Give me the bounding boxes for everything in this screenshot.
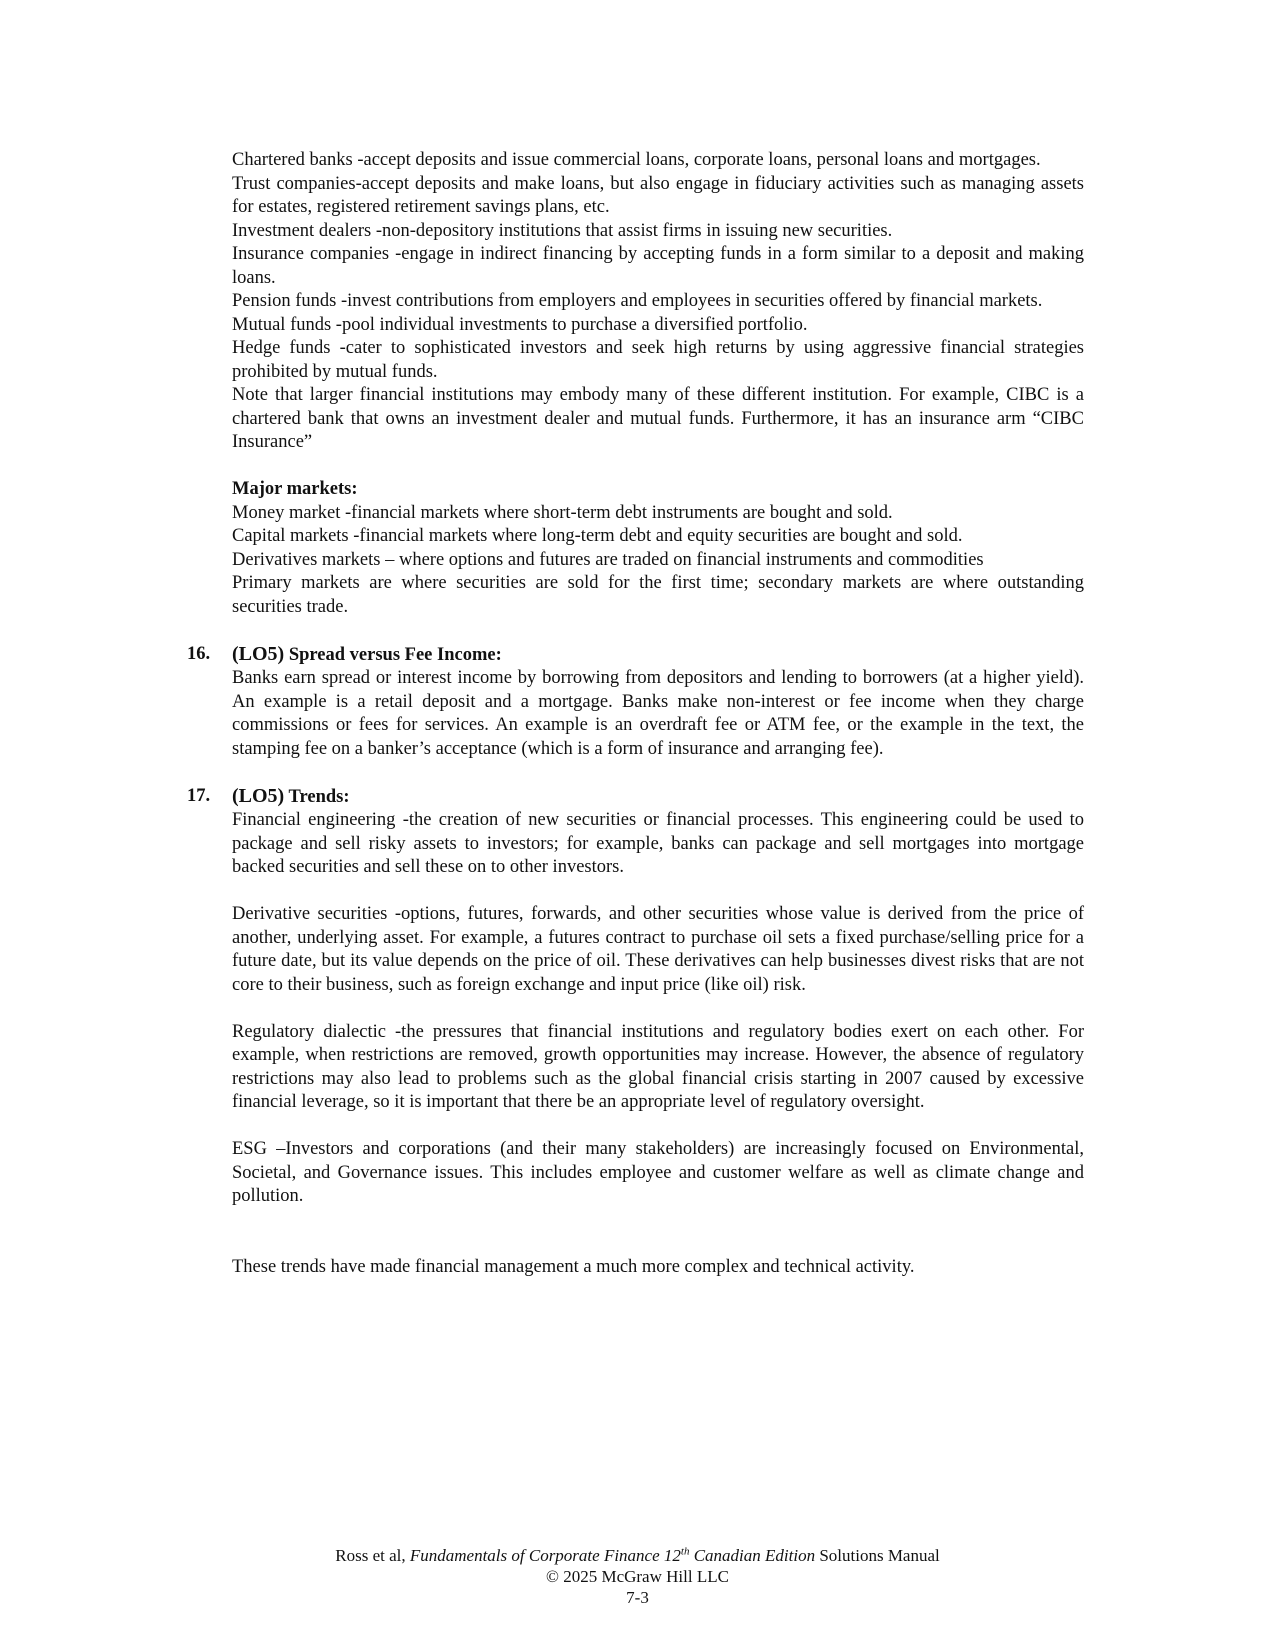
footer-book-title: [410, 1546, 815, 1565]
footer-citation: [0, 1545, 1275, 1566]
question-17: [187, 784, 1084, 1280]
market-primary-secondary: Primary markets are where securities are sold for the first time; secondary markets are where outstanding securities trade.: [232, 573, 1084, 617]
footer-copyright: © 2025 McGraw Hill LLC: [546, 1567, 729, 1586]
question-16-title: Spread versus Fee Income:: [284, 644, 502, 665]
institution-trust-companies: Trust companies-accept deposits and make loans, but also engage in fiduciary activities such as managing assets for estates, registered retirement savings plans, etc.: [232, 173, 1084, 217]
trend-derivative-securities: Derivative securities -options, futures, forwards, and other securities whose value is derived from the price of another, underlying asset. For example, a futures contract to purchase oil sets a fixed purchase/selling price for a future date, but its value depends on the price of oil. These derivatives can help businesses divest risks that are not core to their business, such as foreign exchange and input price (like oil) risk.: [232, 904, 1084, 995]
question-16-body: Banks earn spread or interest income by borrowing from depositors and lending to borrowers (at a higher yield). An example is a retail deposit and a mortgage. Banks make non-interest or fee income when they charge commissions or fees for services. An example is an overdraft fee or ATM fee, or the example in the text, the stamping fee on a banker’s acceptance (which is a form of insurance and arranging fee).: [232, 668, 1084, 759]
question-16-heading: [232, 643, 1084, 668]
trend-financial-engineering: Financial engineering -the creation of new securities or financial processes. This engineering could be used to package and sell risky assets to investors; for example, banks can package and sell mortgages into mortgage backed securities and sell these on to other investors.: [232, 810, 1084, 877]
footer-authors: Ross et al,: [335, 1546, 410, 1565]
question-16-number: 16.: [187, 643, 211, 664]
institution-insurance-companies: Insurance companies -engage in indirect financing by accepting funds in a form similar to a deposit and making loans.: [232, 244, 1084, 288]
question-17-lo: (LO5): [232, 784, 285, 807]
major-markets-heading: Major markets:: [232, 479, 358, 499]
institution-chartered-banks: Chartered banks -accept deposits and issue commercial loans, corporate loans, personal loans and mortgages.: [232, 150, 1041, 170]
trend-esg: ESG –Investors and corporations (and their many stakeholders) are increasingly focused on Environmental, Societal, and Governance issues. This includes employee and customer welfare as well as climate change and pollution.: [232, 1139, 1084, 1206]
page-number: 7-3: [626, 1588, 649, 1607]
question-16: [187, 642, 1084, 762]
institution-hedge-funds: Hedge funds -cater to sophisticated investors and seek high returns by using aggressive financial strategies prohibited by mutual funds.: [232, 338, 1084, 382]
footer-book-title-sup: th: [680, 1545, 690, 1558]
footer-suffix: Solutions Manual: [815, 1546, 940, 1565]
question-17-title: Trends:: [284, 786, 350, 807]
institution-mutual-funds: Mutual funds -pool individual investments to purchase a diversified portfolio.: [232, 314, 808, 335]
question-17-number: 17.: [187, 785, 211, 806]
market-derivatives: Derivatives markets – where options and futures are traded on financial instruments and commodities: [232, 549, 984, 570]
trend-regulatory-dialectic: Regulatory dialectic -the pressures that financial institutions and regulatory bodies exert on each other. For example, when restrictions are removed, growth opportunities may increase. However, the absence of regulatory restrictions may also lead to problems such as the global financial crisis starting in 2007 caused by excessive financial leverage, so it is important that there be an appropriate level of regulatory oversight.: [232, 1021, 1084, 1112]
footer-book-title-main: Fundamentals of Corporate Finance 12: [409, 1546, 681, 1565]
trends-conclusion: These trends have made financial management a much more complex and technical activity.: [232, 1256, 915, 1277]
institution-pension-funds: Pension funds -invest contributions from employers and employees in securities offered by financial markets.: [232, 291, 1043, 311]
institution-note: Note that larger financial institutions may embody many of these different institution. For example, CIBC is a chartered bank that owns an investment dealer and mutual funds. Furthermore, it has an insurance arm “CIBC Insurance”: [232, 385, 1084, 452]
question-17-heading: [232, 785, 1084, 810]
market-capital: Capital markets -financial markets where long-term debt and equity securities are bought and sold.: [232, 526, 963, 546]
question-16-lo: (LO5): [232, 642, 285, 665]
footer-book-title-edition: Canadian Edition: [689, 1546, 816, 1565]
institution-investment-dealers: Investment dealers -non-depository institutions that assist firms in issuing new securities.: [232, 220, 893, 241]
page-content: [187, 149, 1084, 1279]
market-money: Money market -financial markets where short-term debt instruments are bought and sold.: [232, 502, 893, 523]
page-footer: [0, 1545, 1275, 1608]
